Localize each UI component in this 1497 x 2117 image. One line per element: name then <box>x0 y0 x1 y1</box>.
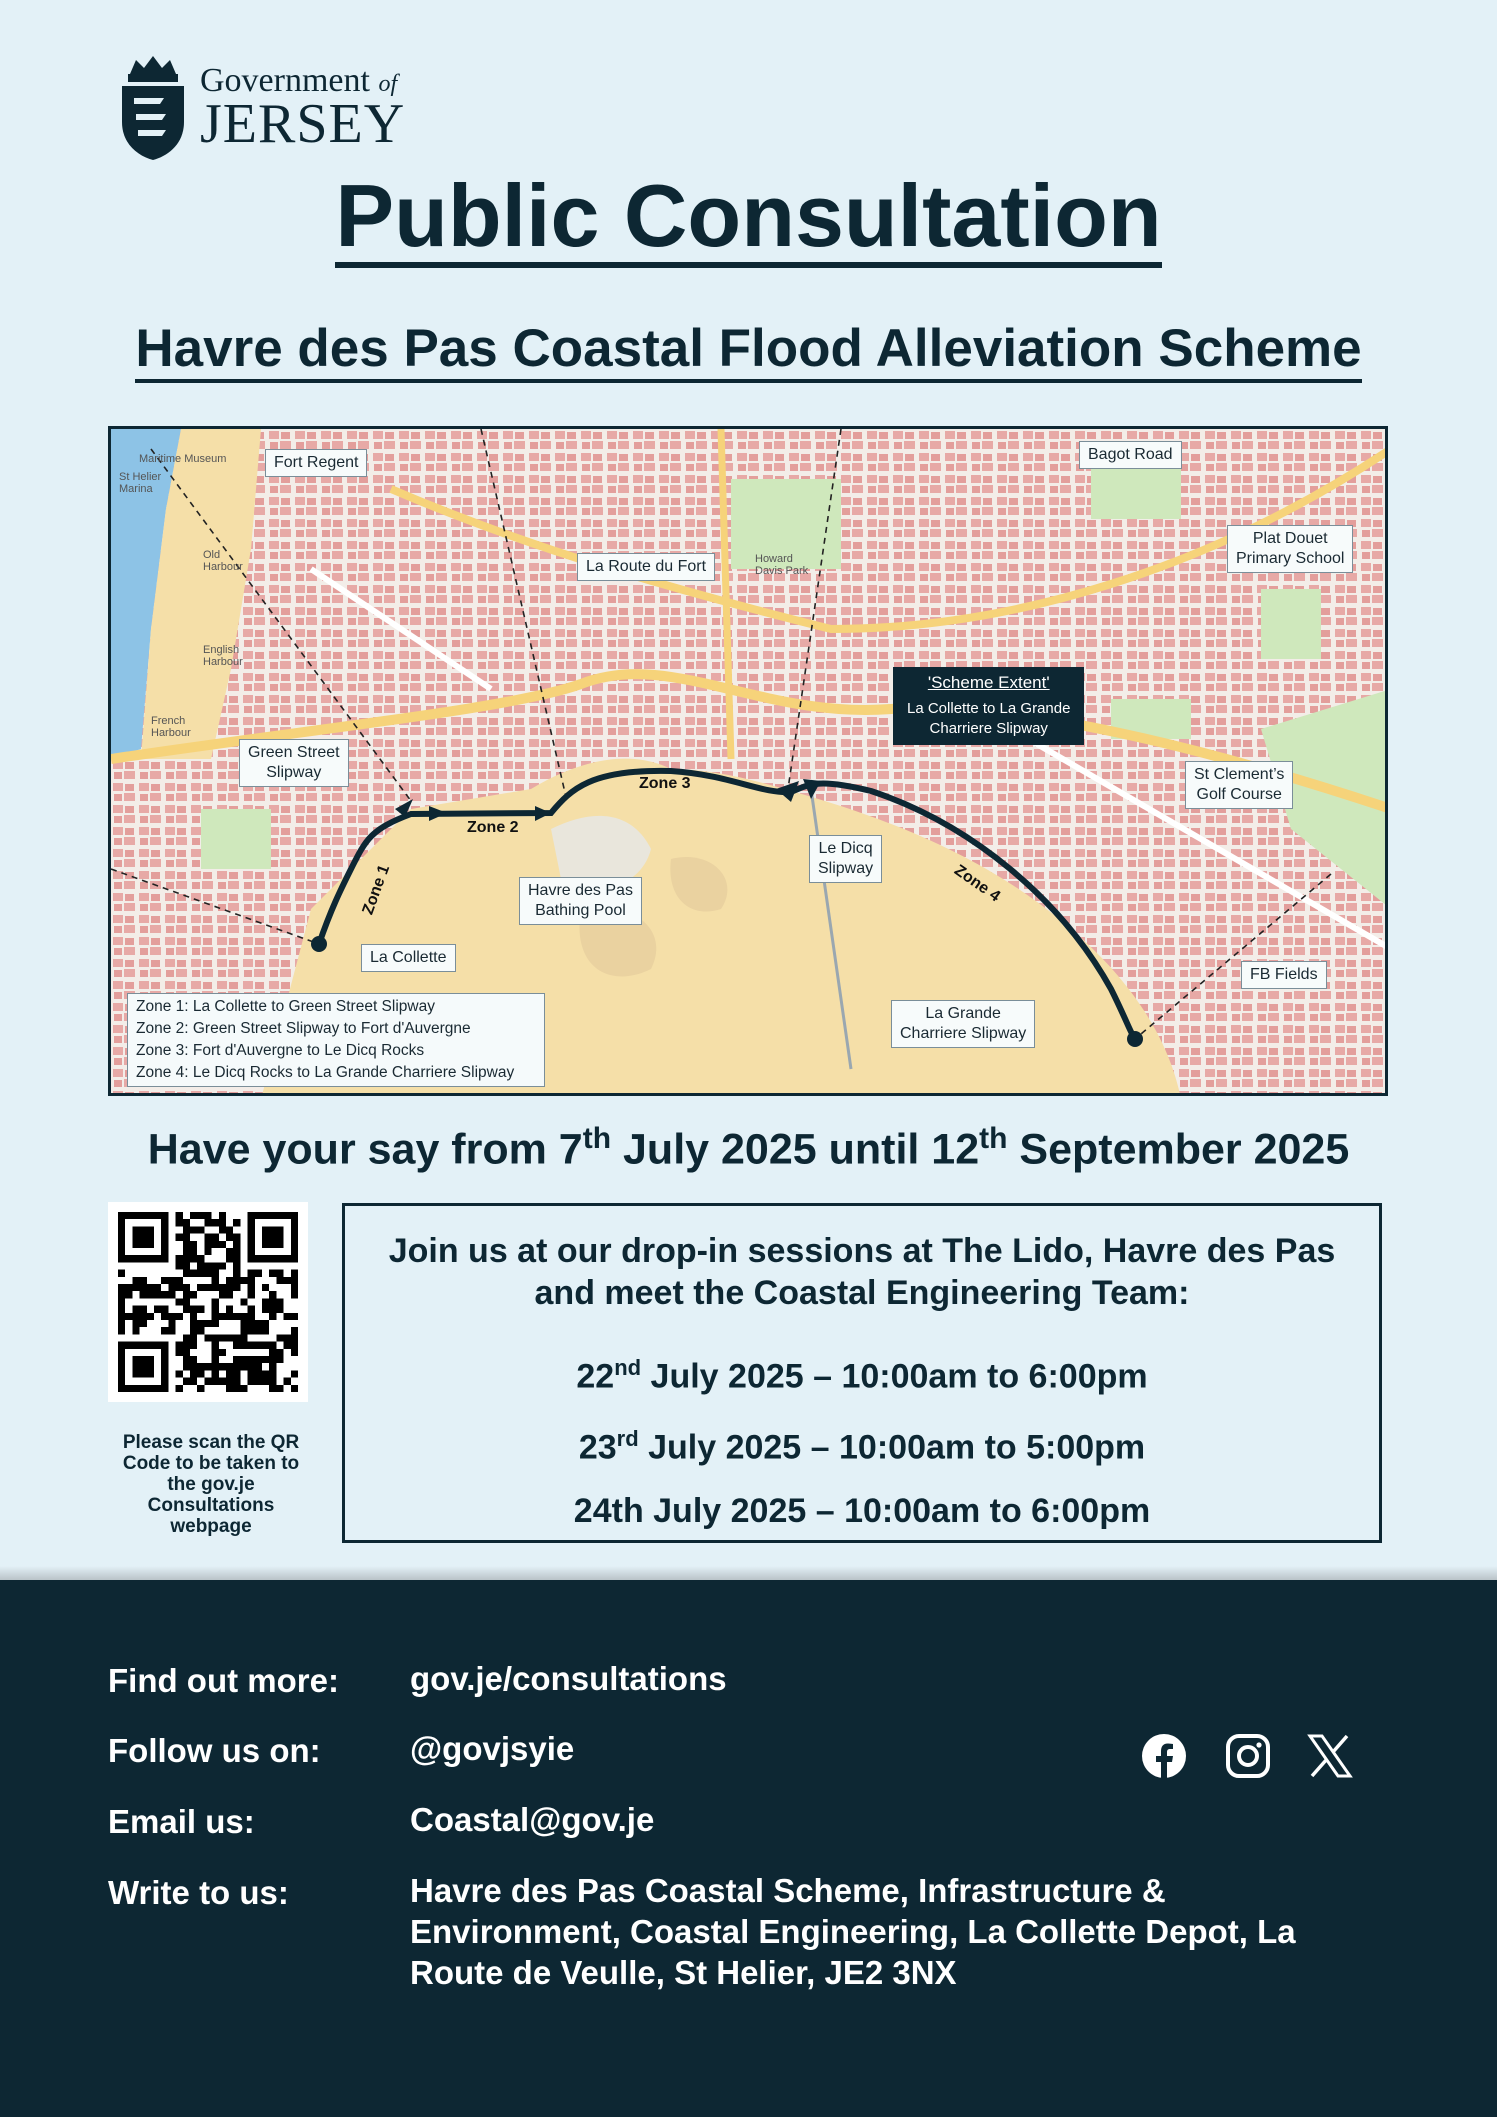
follow-us-label: Follow us on: <box>108 1732 321 1769</box>
session-1-day: 22 <box>576 1357 615 1396</box>
callout-la-route-du-fort: La Route du Fort <box>577 553 715 581</box>
logo-of: of <box>378 71 398 97</box>
say-prefix: Have your say from 7 <box>147 1125 583 1174</box>
session-date-1 <box>345 1348 1379 1396</box>
address-line-2: Environment, Coastal Engineering, La Collette Depot, La <box>410 1913 1296 1950</box>
callout-fb-fields: FB Fields <box>1241 961 1327 989</box>
government-of-jersey-logo <box>118 52 418 164</box>
page-subtitle: Havre des Pas Coastal Flood Alleviation Scheme <box>135 319 1361 383</box>
legend-zone-4: Zone 4: Le Dicq Rocks to La Grande Charriere Slipway <box>136 1064 515 1081</box>
callout-green-street-line2: Slipway <box>266 764 322 781</box>
callout-st-clements-golf <box>1185 761 1293 809</box>
find-out-more-label: Find out more: <box>108 1662 339 1699</box>
callout-scheme-extent <box>893 667 1084 745</box>
facebook-icon[interactable] <box>1140 1732 1188 1780</box>
email-us-label: Email us: <box>108 1803 255 1840</box>
say-suffix: September 2025 <box>1007 1125 1350 1174</box>
callout-plat-douet-line2: Primary School <box>1236 550 1345 567</box>
find-out-more-link[interactable]: gov.je/consultations <box>410 1660 727 1697</box>
callout-green-street-line1: Green Street <box>248 744 340 761</box>
x-icon[interactable] <box>1306 1732 1354 1780</box>
logo-line2: JERSEY <box>200 93 406 155</box>
email-link[interactable]: Coastal@gov.je <box>410 1801 655 1838</box>
zone-4-label: Zone 4 <box>951 861 1004 906</box>
scheme-map <box>108 426 1388 1096</box>
callout-la-grande-line2: Charriere Slipway <box>900 1025 1027 1042</box>
callout-la-grande-line1: La Grande <box>925 1005 1001 1022</box>
scheme-extent-line2: Charriere Slipway <box>929 720 1048 737</box>
callout-bathing-pool-line2: Bathing Pool <box>535 902 626 919</box>
say-middle: July 2025 until 12 <box>611 1125 980 1174</box>
session-1-rest: July 2025 – 10:00am to 6:00pm <box>641 1357 1148 1396</box>
qr-caption: Please scan the QR Code to be taken to the gov.je Consultations webpage <box>122 1432 300 1537</box>
address-line-3: Route de Veulle, St Helier, JE2 3NX <box>410 1954 957 1991</box>
label-english-harbour: English Harbour <box>203 644 243 668</box>
zone-3-label: Zone 3 <box>639 775 691 792</box>
social-handle-link[interactable]: @govjsyie <box>410 1730 575 1767</box>
session-date-3: 24th July 2025 – 10:00am to 6:00pm <box>573 1491 1151 1530</box>
legend-zone-1: Zone 1: La Collette to Green Street Slipway <box>136 998 435 1015</box>
session-2-day: 23 <box>578 1428 617 1467</box>
label-st-helier-marina: St Helier Marina <box>119 471 162 495</box>
logo-line1: Government <box>200 62 370 99</box>
callout-bathing-pool-line1: Havre des Pas <box>528 882 633 899</box>
callout-green-street-slipway <box>239 739 349 787</box>
callout-la-grande-charriere <box>891 1000 1035 1048</box>
callout-plat-douet-line1: Plat Douet <box>1252 530 1328 547</box>
say-sup1: th <box>582 1122 612 1155</box>
page-title: Public Consultation <box>335 170 1161 268</box>
session-2-sup: rd <box>616 1426 639 1452</box>
sessions-intro: Join us at our drop-in sessions at The Lido, Havre des Pas and meet the Coastal Engineering Team: <box>388 1232 1336 1312</box>
callout-le-dicq-line1: Le Dicq <box>818 840 873 857</box>
address-line-1: Havre des Pas Coastal Scheme, Infrastructure & <box>410 1872 1166 1909</box>
callout-plat-douet <box>1227 525 1353 573</box>
legend-zone-3: Zone 3: Fort d'Auvergne to Le Dicq Rocks <box>136 1042 425 1059</box>
zone-1-label: Zone 1 <box>359 862 394 917</box>
session-date-2 <box>345 1419 1379 1467</box>
callout-la-collette: La Collette <box>361 944 456 972</box>
zone-legend <box>127 993 545 1087</box>
crowned-shield-icon <box>118 52 188 162</box>
callout-st-clements-line1: St Clement’s <box>1194 766 1285 783</box>
say-sup2: th <box>979 1122 1008 1155</box>
callout-bathing-pool <box>519 877 642 925</box>
footer-shadow <box>0 1566 1497 1580</box>
consultation-dates <box>0 1122 1497 1174</box>
callout-le-dicq-line2: Slipway <box>818 860 874 877</box>
callout-le-dicq-slipway <box>809 835 882 883</box>
label-french-harbour: French Harbour <box>151 715 191 739</box>
postal-address <box>410 1870 1296 1993</box>
callout-fort-regent: Fort Regent <box>265 449 367 477</box>
write-to-us-label: Write to us: <box>108 1874 289 1911</box>
zone-2-label: Zone 2 <box>467 819 519 836</box>
label-old-harbour: Old Harbour <box>203 549 243 573</box>
scheme-extent-line1: La Collette to La Grande <box>907 700 1071 717</box>
session-2-rest: July 2025 – 10:00am to 5:00pm <box>638 1428 1146 1467</box>
callout-st-clements-line2: Golf Course <box>1196 786 1282 803</box>
instagram-icon[interactable] <box>1224 1732 1272 1780</box>
scheme-extent-heading: 'Scheme Extent' <box>927 673 1050 692</box>
callout-bagot-road: Bagot Road <box>1079 441 1182 469</box>
label-howard-davis-park: Howard Davis Park <box>755 553 809 577</box>
session-1-sup: nd <box>614 1355 642 1380</box>
drop-in-sessions-box <box>342 1203 1382 1543</box>
qr-code-icon <box>118 1212 298 1392</box>
legend-zone-2: Zone 2: Green Street Slipway to Fort d'Auvergne <box>136 1020 471 1037</box>
label-maritime-museum: Maritime Museum <box>139 453 227 465</box>
footer <box>0 1580 1497 2117</box>
qr-code[interactable] <box>108 1202 308 1402</box>
social-icons <box>1140 1732 1360 1782</box>
